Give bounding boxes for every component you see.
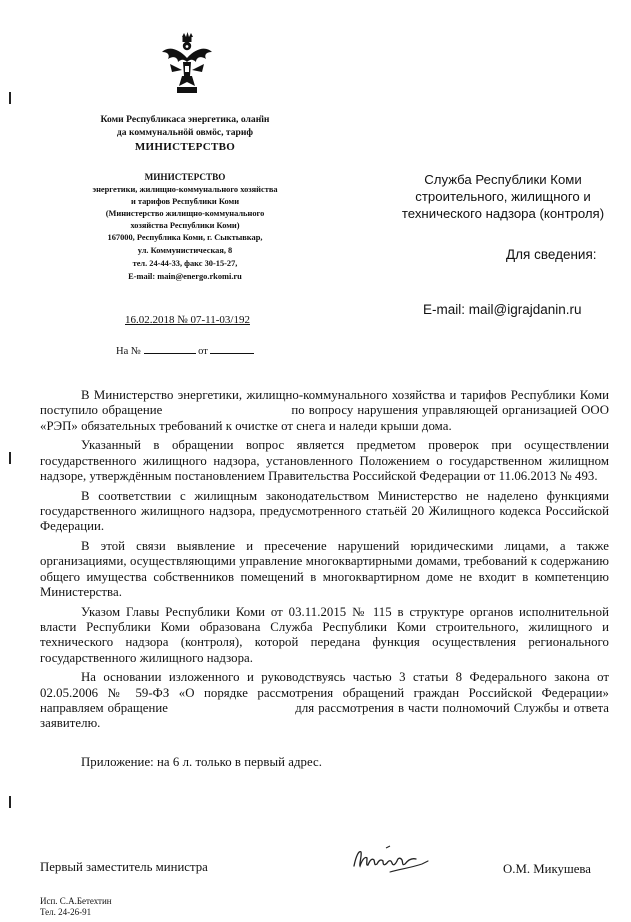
letterhead-address-line: 167000, Республика Коми, г. Сыктывкар,: [107, 233, 263, 242]
body-paragraph: На основании изложенного и руководствуясь частью 3 статьи 8 Федерального закона от 02.05.2006 № 59-ФЗ «О порядке рассмотрения обращений граждан Российской Федерации» направляем обращение для рассмотрения в части полномочий Службы и ответа заявителю.: [40, 670, 613, 731]
executor-phone: Тел. 24-26-91: [40, 907, 92, 917]
signer-position: Первый заместитель министра: [40, 860, 208, 874]
scan-mark: [9, 452, 11, 464]
for-information-label: Для сведения:: [506, 247, 597, 262]
letterhead-komi-line-3: МИНИСТЕРСТВО: [134, 141, 236, 153]
appendix-note: Приложение: на 6 л. только в первый адрес.: [81, 754, 323, 769]
letterhead-detail-line: хозяйства Республики Коми): [130, 221, 240, 230]
scan-mark: [9, 92, 11, 104]
letterhead-komi-line-1: Коми Республикаса энергетика, олан̈ін: [100, 114, 270, 125]
body-paragraph: Указом Главы Республики Коми от 03.11.2015 № 115 в структуре органов исполнительной власти Республики Коми образована Служба Республики Коми строительного, жилищного и технического надзора (контроля), которой передана функция осуществления регионального государственного жилищного надзора.: [40, 604, 609, 665]
addressee-line: строительного, жилищного и: [415, 189, 591, 204]
letterhead-ministry-title: МИНИСТЕРСТВО: [144, 172, 226, 182]
letter-body: [40, 388, 613, 774]
scan-mark: [9, 796, 11, 808]
signer-name: О.М. Микушева: [503, 862, 591, 876]
letterhead-detail-line: энергетики, жилищно-коммунального хозяйства: [92, 185, 278, 194]
body-paragraph: В соответствии с жилищным законодательством Министерство не наделено функциями государственного жилищного надзора, предусмотренного статьёй 20 Жилищного кодекса Российской Федерации.: [40, 488, 609, 534]
addressee-email: E-mail: mail@igrajdanin.ru: [423, 302, 582, 317]
reply-to-line: [116, 344, 254, 357]
body-paragraph: В Министерство энергетики, жилищно-коммунального хозяйства и тарифов Республики Коми поступило обращение по вопросу нарушения управляющей организацией ООО «РЭП» обязательных требований к очистке от снега и наледи крыши дома.: [40, 388, 613, 433]
body-paragraph: Указанный в обращении вопрос является предметом проверок при осуществлении государственного жилищного надзора, установленного Положением о государственном жилищном надзоре, утверждённым постановлением Правительства Российской Федерации от 11.06.2013 № 493.: [40, 438, 609, 484]
reply-to-date-label: от: [198, 346, 208, 357]
body-paragraph: В этой связи выявление и пресечение нарушений юридическими лицами, а также организациями, осуществляющими управление многоквартирными домами, требований к содержанию общего имущества собственников помещений в многоквартирном доме не входит в компетенцию Министерства.: [40, 538, 609, 600]
letterhead-phone-line: тел. 24-44-33, факс 30-15-27,: [132, 259, 238, 268]
letterhead-email-line: E-mail: main@energo.rkomi.ru: [128, 272, 242, 281]
letterhead-detail-line: и тарифов Республики Коми: [130, 197, 240, 206]
reply-to-number-blank: [144, 344, 196, 354]
coat-of-arms-emblem: [160, 28, 214, 96]
letterhead-address-line: ул. Коммунистическая, 8: [137, 246, 233, 255]
executor-name: Исп. С.А.Бетехтин: [40, 896, 112, 906]
handwritten-signature: [350, 842, 432, 876]
letterhead-detail-line: (Министерство жилищно-коммунального: [105, 209, 265, 218]
reply-to-number-label: На №: [116, 346, 141, 357]
letterhead-komi-line-2: да коммунальнӧй овмӧс, тариф: [116, 127, 254, 138]
registration-number: 16.02.2018 № 07-11-03/192: [125, 314, 250, 326]
addressee-line: технического надзора (контроля): [401, 206, 605, 221]
addressee-line: Служба Республики Коми: [424, 172, 582, 187]
executor-info: [40, 896, 112, 918]
reply-to-date-blank: [210, 344, 254, 354]
